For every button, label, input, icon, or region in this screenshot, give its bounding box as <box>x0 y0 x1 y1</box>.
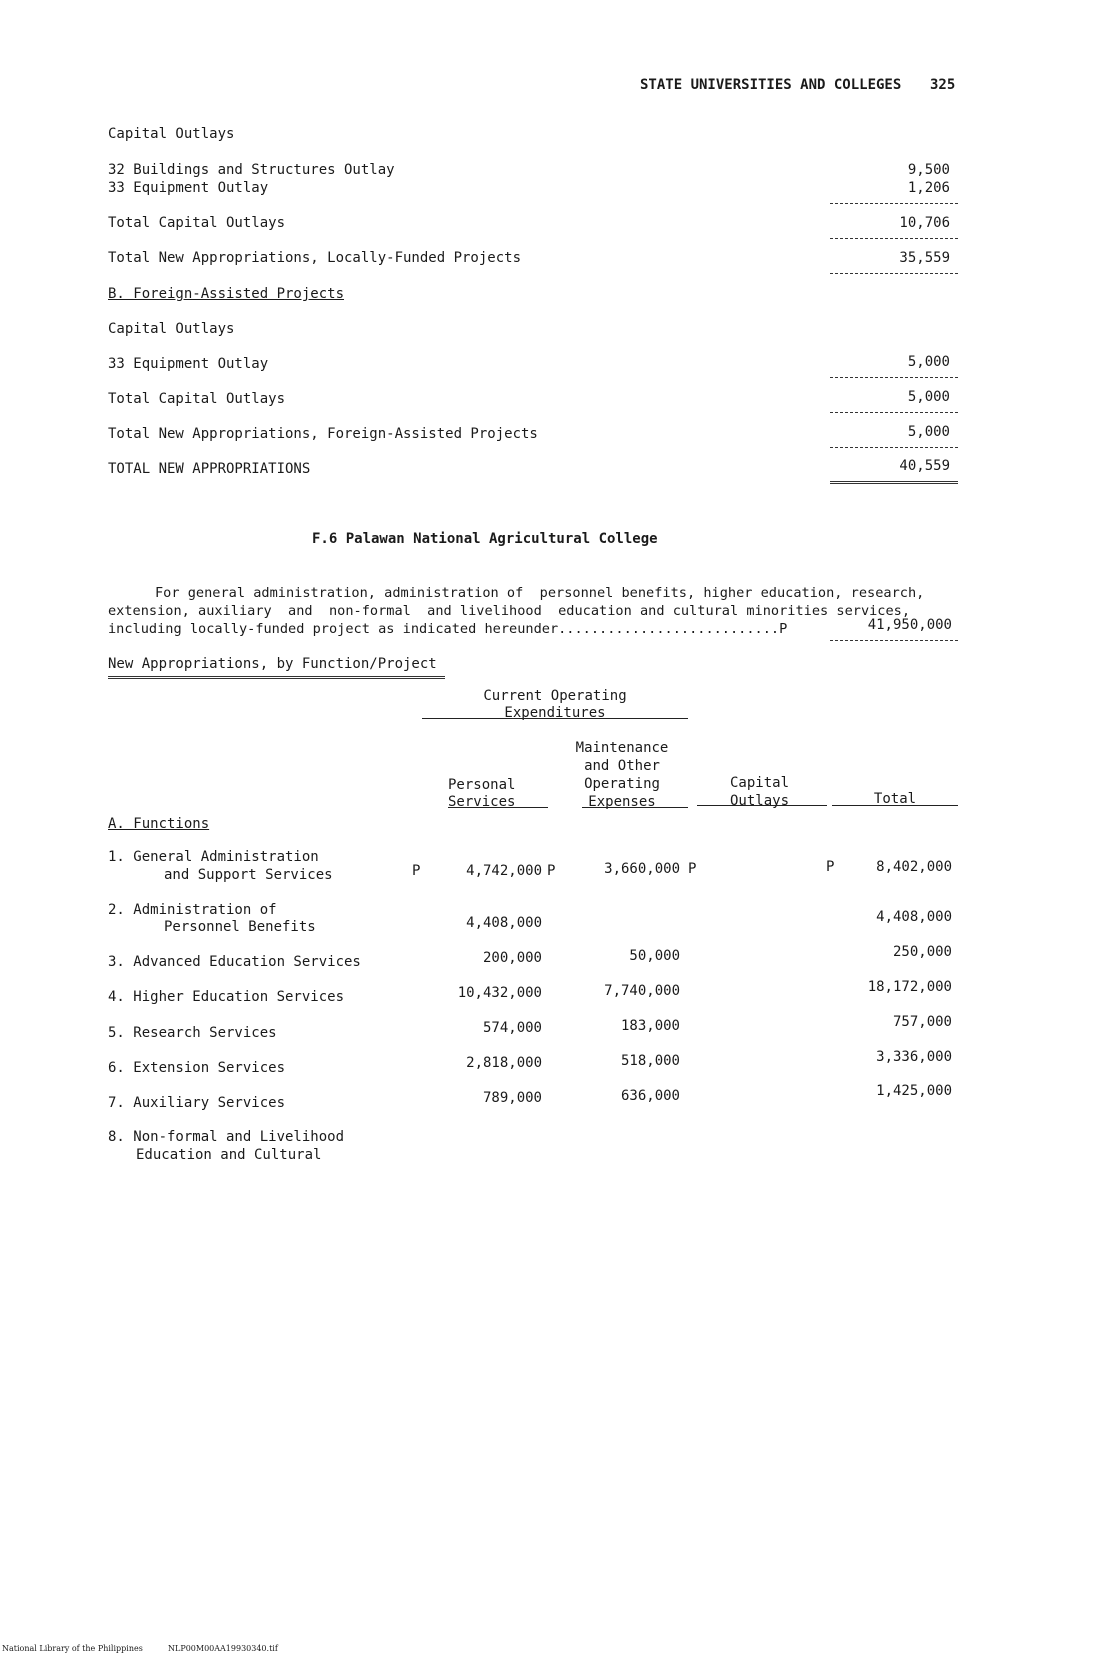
subtotal-rule <box>830 203 958 204</box>
peso-sign: P <box>412 863 421 879</box>
row-label-line-1: 3. Advanced Education Services <box>108 954 361 970</box>
row-label-line-1: 4. Higher Education Services <box>108 989 345 1005</box>
section-total-rule <box>830 640 958 641</box>
row-label-line-2: Education and Cultural <box>136 1147 322 1163</box>
col-mooe-line-3: Operating <box>584 776 660 792</box>
row-label-line-1: 2. Administration of <box>108 902 277 918</box>
capital-outlays-heading: Capital Outlays <box>108 126 235 142</box>
section-paragraph-line-1: For general administration, administration of personnel benefits, higher education, research, <box>155 585 925 601</box>
line-item-amount: 5,000 <box>907 354 950 370</box>
mooe-value: 3,660,000 <box>604 861 680 877</box>
section-total-amount: 41,950,000 <box>867 617 952 633</box>
mooe-value: 7,740,000 <box>604 983 680 999</box>
total-value: 3,336,000 <box>876 1049 952 1065</box>
col-mooe-line-2: and Other <box>584 758 660 774</box>
row-label-line-2: Personnel Benefits <box>164 919 316 935</box>
foreign-assisted-heading: B. Foreign-Assisted Projects <box>108 286 345 302</box>
mooe-value: 183,000 <box>620 1018 680 1034</box>
subtotal-rule <box>830 447 958 448</box>
capital-outlays-heading: Capital Outlays <box>108 321 235 337</box>
peso-sign: P <box>826 859 835 875</box>
peso-sign: P <box>688 861 697 877</box>
peso-sign: P <box>547 863 556 879</box>
subtotal-rule <box>830 377 958 378</box>
group-header-rule <box>422 718 688 719</box>
footer-library: National Library of the Philippines <box>2 1644 143 1653</box>
col-capital-rule <box>697 805 827 806</box>
personal-services-value: 789,000 <box>482 1090 542 1106</box>
mooe-value: 518,000 <box>620 1053 680 1069</box>
total-value: 250,000 <box>892 944 952 960</box>
grand-total-double-rule <box>830 481 958 484</box>
col-personal-line-1: Personal <box>448 777 516 793</box>
col-personal-rule <box>448 807 548 808</box>
line-item-label: 33 Equipment Outlay <box>108 356 269 372</box>
total-value: 4,408,000 <box>876 909 952 925</box>
line-item-amount: 9,500 <box>907 162 950 178</box>
personal-services-value: 2,818,000 <box>466 1055 542 1071</box>
personal-services-value: 574,000 <box>482 1020 542 1036</box>
total-new-appropriations-foreign-label: Total New Appropriations, Foreign-Assisted Projects <box>108 426 538 442</box>
row-label-line-1: 8. Non-formal and Livelihood <box>108 1129 345 1145</box>
total-capital-outlays-label: Total Capital Outlays <box>108 391 286 407</box>
total-capital-outlays-amount: 10,706 <box>899 215 950 231</box>
col-mooe-line-1: Maintenance <box>575 740 669 756</box>
subtotal-rule <box>830 238 958 239</box>
functions-heading: A. Functions <box>108 816 210 832</box>
col-total: Total <box>873 791 917 807</box>
footer-file: NLP00M00AA19930340.tif <box>168 1644 278 1653</box>
line-item-label: 32 Buildings and Structures Outlay <box>108 162 395 178</box>
col-capital-line-2: Outlays <box>730 793 790 809</box>
total-new-appropriations-locally-funded-label: Total New Appropriations, Locally-Funded Projects <box>108 250 522 266</box>
table-heading: New Appropriations, by Function/Project <box>108 656 437 672</box>
col-personal-line-2: Services <box>448 794 516 810</box>
total-capital-outlays-label: Total Capital Outlays <box>108 215 286 231</box>
page-number: 325 <box>930 77 956 93</box>
section-paragraph-line-3: including locally-funded project as indicated hereunder...........................P <box>108 621 788 637</box>
mooe-value: 50,000 <box>629 948 680 964</box>
group-header-line-2: Expenditures <box>504 705 606 721</box>
row-label-line-2: and Support Services <box>164 867 333 883</box>
personal-services-value: 4,408,000 <box>466 915 542 931</box>
table-heading-rule <box>108 676 445 679</box>
mooe-value: 636,000 <box>620 1088 680 1104</box>
total-capital-outlays-amount: 5,000 <box>907 389 950 405</box>
total-new-appropriations-foreign-amount: 5,000 <box>907 424 950 440</box>
line-item-label: 33 Equipment Outlay <box>108 180 269 196</box>
total-value: 757,000 <box>892 1014 952 1030</box>
running-header-title: STATE UNIVERSITIES AND COLLEGES <box>640 77 902 93</box>
subtotal-rule <box>830 412 958 413</box>
total-value: 18,172,000 <box>867 979 952 995</box>
row-label-line-1: 7. Auxiliary Services <box>108 1095 286 1111</box>
row-label-line-1: 1. General Administration <box>108 849 319 865</box>
row-label-line-1: 6. Extension Services <box>108 1060 286 1076</box>
group-header-line-1: Current Operating <box>483 688 627 704</box>
col-mooe-line-4: Expenses <box>588 794 656 810</box>
grand-total-amount: 40,559 <box>899 458 950 474</box>
subtotal-rule <box>830 273 958 274</box>
total-value: 8,402,000 <box>876 859 952 875</box>
personal-services-value: 200,000 <box>482 950 542 966</box>
line-item-amount: 1,206 <box>907 180 950 196</box>
section-paragraph-line-2: extension, auxiliary and non-formal and livelihood education and cultural minorities services, <box>108 603 911 619</box>
personal-services-value: 10,432,000 <box>457 985 542 1001</box>
total-new-appropriations-locally-funded-amount: 35,559 <box>899 250 950 266</box>
col-capital-line-1: Capital <box>730 775 790 791</box>
grand-total-label: TOTAL NEW APPROPRIATIONS <box>108 461 311 477</box>
col-total-rule <box>832 805 958 806</box>
section-title: F.6 Palawan National Agricultural College <box>312 531 658 547</box>
total-value: 1,425,000 <box>876 1083 952 1099</box>
col-mooe-rule <box>582 807 688 808</box>
personal-services-value: 4,742,000 <box>466 863 542 879</box>
row-label-line-1: 5. Research Services <box>108 1025 277 1041</box>
